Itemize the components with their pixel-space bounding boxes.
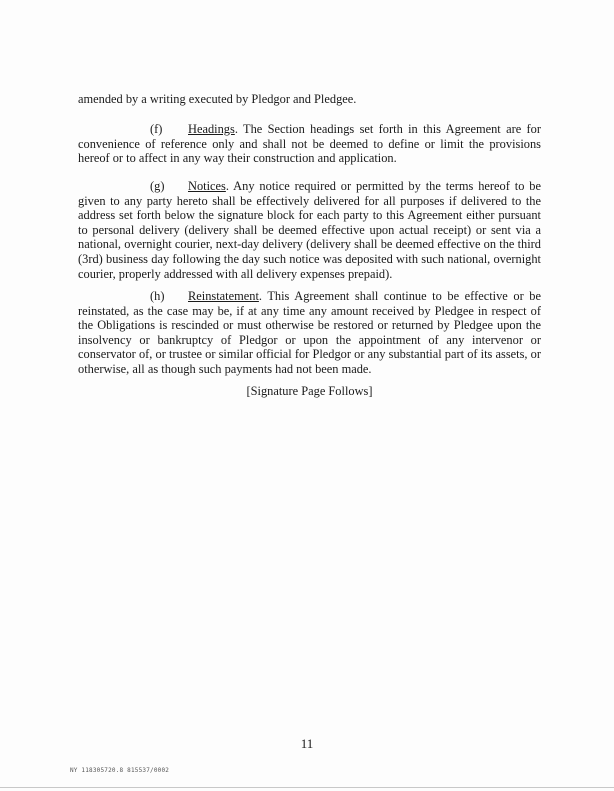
section-label: (f) — [150, 122, 163, 136]
section-body: . Any notice required or permitted by the terms hereof to be given to any party hereto shall be effectively delivered for all purposes if delivered to the address set forth below the signature block for each party to this Agreement either pursuant to personal delivery (delivery shall be deemed effective upon actual receipt) or sent via a national, overnight courier, next-day delivery (delivery shall be deemed effective on the third (3rd) business day following the day such notice was deposited with such national, overnight courier, properly addressed with all delivery expenses prepaid). — [78, 179, 541, 281]
section-heading: Notices — [188, 179, 226, 193]
page-number: 11 — [300, 736, 314, 751]
section-headings — [78, 122, 541, 166]
section-label: (h) — [150, 289, 165, 303]
footer-document-id: NY 118305720.8 815537/0002 — [70, 767, 170, 774]
signature-note: [Signature Page Follows] — [246, 384, 373, 398]
section-heading: Headings — [188, 122, 235, 136]
opening-line: amended by a writing executed by Pledgor and Pledgee. — [78, 92, 357, 106]
section-notices — [78, 179, 541, 281]
section-heading: Reinstatement — [188, 289, 259, 303]
section-body: . This Agreement shall continue to be effective or be reinstated, as the case may be, if at any time any amount received by Pledgee in respect of the Obligations is rescinded or must otherwise be restored or returned by Pledgee upon the insolvency or bankruptcy of Pledgor or upon the appointment of any intervenor or conservator of, or trustee or similar official for Pledgor or any substantial part of its assets, or otherwise, all as though such payments had not been made. — [78, 289, 541, 376]
section-label: (g) — [150, 179, 165, 193]
section-body: . The Section headings set forth in this Agreement are for convenience of reference only and shall not be deemed to define or limit the provisions hereof or to affect in any way their construction and application. — [78, 122, 541, 166]
bottom-divider — [0, 787, 614, 788]
section-reinstatement — [78, 289, 541, 377]
